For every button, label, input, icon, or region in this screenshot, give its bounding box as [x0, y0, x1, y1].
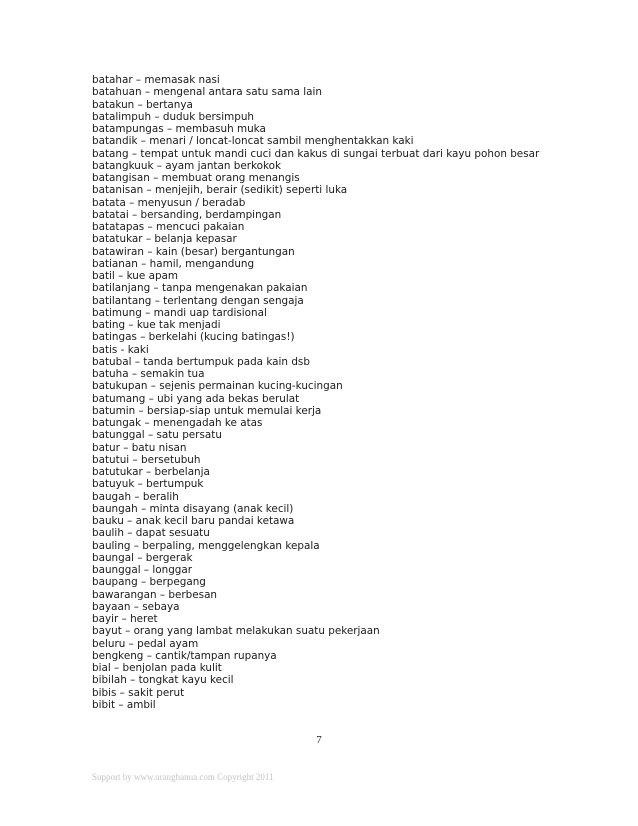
- glossary-entry: batunggal – satu persatu: [92, 429, 222, 442]
- glossary-entry: baugah – beralih: [92, 490, 179, 503]
- glossary-entry: batatapas – mencuci pakaian: [92, 221, 245, 233]
- glossary-entry: bibis – sakit perut: [92, 686, 185, 699]
- glossary-entry: batingas – berkelahi (kucing batingas!): [92, 331, 295, 344]
- glossary-entry: batangisan – membuat orang menangis: [92, 172, 300, 184]
- glossary-entry: batandik – menari / loncat-loncat sambil menghentakkan kaki: [92, 135, 414, 148]
- glossary-entry: batumin – bersiap-siap untuk memulai kerja: [92, 404, 322, 417]
- glossary-entry: batumang – ubi yang ada bekas berulat: [92, 392, 300, 405]
- glossary-entry: batis - kaki: [92, 343, 149, 356]
- glossary-entry: batuyuk – bertumpuk: [92, 478, 204, 491]
- glossary-entry: batur – batu nisan: [92, 441, 187, 454]
- glossary-entry: baungal – bergerak: [92, 551, 193, 564]
- glossary-entry: batilanjang – tanpa mengenakan pakaian: [92, 282, 308, 295]
- glossary-entry: batutukar – berbelanja: [92, 466, 210, 478]
- glossary-entry: bating – kue tak menjadi: [92, 319, 221, 331]
- glossary-entry: batianan – hamil, mengandung: [92, 257, 255, 270]
- glossary-entry: batil – kue apam: [92, 270, 179, 282]
- glossary-entry: baunggal – longgar: [92, 564, 193, 576]
- glossary-entry: batangkuuk – ayam jantan berkokok: [92, 159, 282, 172]
- glossary-entry: baungah – minta disayang (anak kecil): [92, 502, 294, 515]
- glossary-entry: bayir – heret: [92, 613, 158, 625]
- glossary-entry: batakun – bertanya: [92, 98, 193, 111]
- glossary-entry: batahuan – mengenal antara satu sama lain: [92, 86, 322, 99]
- glossary-entry: batahar – memasak nasi: [92, 74, 220, 86]
- glossary-entry: bibit – ambil: [92, 698, 156, 711]
- glossary-entry: baulih – dapat sesuatu: [92, 527, 210, 540]
- glossary-entry: batilantang – terlentang dengan sengaja: [92, 294, 304, 307]
- glossary-entry: batuha – semakin tua: [92, 368, 205, 380]
- glossary-entry: bawarangan – berbesan: [92, 588, 218, 601]
- glossary-entry: batubal – tanda bertumpuk pada kain dsb: [92, 355, 310, 368]
- glossary-entry: batatukar – belanja kepasar: [92, 233, 237, 246]
- glossary-entry: bibilah – tongkat kayu kecil: [92, 674, 234, 687]
- glossary-entry: batalimpuh – duduk bersimpuh: [92, 110, 254, 123]
- glossary-entry: bial – benjolan pada kulit: [92, 662, 222, 674]
- glossary-entry: bengkeng – cantik/tampan rupanya: [92, 649, 277, 662]
- glossary-entry: batutui – bersetubuh: [92, 453, 201, 466]
- glossary-entry: baupang – berpegang: [92, 576, 206, 589]
- glossary-entry-list: [92, 74, 539, 711]
- glossary-entry: batukupan – sejenis permainan kucing-kucingan: [92, 380, 343, 393]
- glossary-entry: batungak – menengadah ke atas: [92, 417, 263, 429]
- glossary-entry: batata – menyusun / beradab: [92, 196, 246, 209]
- glossary-entry: bauling – berpaling, menggelengkan kepala: [92, 539, 320, 552]
- glossary-entry: bayut – orang yang lambat melakukan suatu pekerjaan: [92, 625, 380, 638]
- glossary-entry: batawiran – kain (besar) bergantungan: [92, 245, 295, 258]
- glossary-entry: beluru – pedal ayam: [92, 637, 199, 650]
- page-number: 7: [316, 734, 322, 746]
- glossary-entry: bayaan – sebaya: [92, 600, 180, 613]
- glossary-entry: batang – tempat untuk mandi cuci dan kakus di sungai terbuat dari kayu pohon besar: [92, 147, 540, 160]
- glossary-entry: bauku – anak kecil baru pandai ketawa: [92, 515, 295, 527]
- glossary-entry: batanisan – menjejih, berair (sedikit) seperti luka: [92, 184, 348, 197]
- footer-copyright: Support by www.urangbanua.com Copyright 2011: [92, 772, 274, 782]
- glossary-entry: batatai – bersanding, berdampingan: [92, 208, 282, 221]
- glossary-entry: batampungas – membasuh muka: [92, 123, 266, 135]
- glossary-entry: batimung – mandi uap tardisional: [92, 306, 267, 319]
